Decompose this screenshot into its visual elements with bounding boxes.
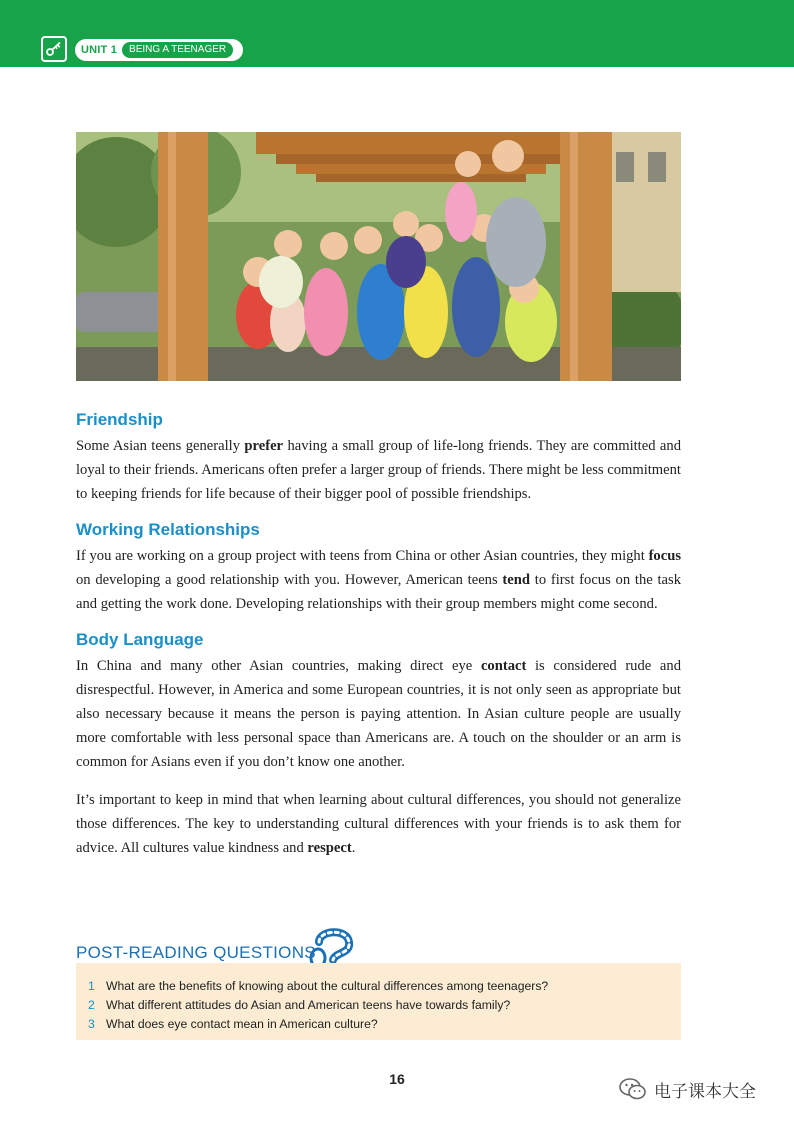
- wechat-icon: [618, 1076, 648, 1102]
- question-number: 3: [88, 1017, 95, 1031]
- page-header: [0, 0, 794, 67]
- question-item: [88, 996, 669, 1015]
- section-heading: Friendship: [76, 410, 163, 429]
- text-run: .: [351, 840, 356, 856]
- question-item: [88, 977, 669, 996]
- watermark-text: 电子课本大全: [654, 1081, 756, 1102]
- text-run: on developing a good relationship with you. However, American teens: [76, 572, 503, 588]
- key-icon: [41, 36, 67, 62]
- text-run: Some Asian teens generally: [76, 438, 245, 454]
- unit-label: UNIT 1: [81, 44, 118, 56]
- keyword: respect: [307, 840, 352, 856]
- question-text: What are the benefits of knowing about the cultural differences among teenagers?: [106, 979, 549, 993]
- question-text: What different attitudes do Asian and American teens have towards family?: [106, 998, 511, 1012]
- text-run: having a small group of life-long friends. They are committed and loyal to their friends. Americans often prefer a larger group of friends. There might be less commitment to keeping friends for life because of their bigger pool of possible friendships.: [76, 438, 681, 502]
- question-item: [88, 1015, 669, 1034]
- keyword: prefer: [244, 438, 284, 454]
- post-reading-questions: [76, 963, 681, 1040]
- paragraph: [76, 788, 681, 860]
- paragraph: [76, 544, 681, 616]
- text-run: to first focus on the task and getting the work done. Developing relationships with their group members might come second.: [76, 572, 681, 612]
- text-run: is considered rude and disrespectful. However, in America and some European countries, it is not only seen as appropriate but also necessary because it means the person is paying attention. In Asian culture people are usually more comfortable with less personal space than Americans are. A touch on the shoulder or an arm is common for Asians even if you don’t know one another.: [76, 658, 681, 770]
- keyword: tend: [502, 572, 530, 588]
- question-number: 2: [88, 998, 95, 1012]
- post-reading-heading: POST-READING QUESTIONS: [76, 943, 316, 962]
- keyword: focus: [648, 548, 681, 564]
- paragraph: [76, 434, 681, 506]
- text-run: It’s important to keep in mind that when learning about cultural differences, you should not generalize those differences. The key to understanding cultural differences with your friends is to ask them for advice. All cultures value kindness and: [76, 792, 681, 856]
- question-text: What does eye contact mean in American culture?: [106, 1017, 378, 1031]
- section-heading: Working Relationships: [76, 520, 260, 539]
- keyword: contact: [480, 658, 527, 674]
- text-run: In China and many other Asian countries, making direct eye: [76, 658, 481, 674]
- unit-badge: [75, 39, 243, 61]
- watermark: [618, 1076, 756, 1102]
- unit-title: BEING A TEENAGER: [122, 42, 233, 58]
- section-heading: Body Language: [76, 630, 204, 649]
- question-number: 1: [88, 979, 95, 993]
- paragraph: [76, 654, 681, 774]
- text-run: If you are working on a group project with teens from China or other Asian countries, they might: [76, 548, 649, 564]
- page-number: 16: [389, 1071, 405, 1087]
- article-body: [76, 406, 681, 860]
- group-photo: [76, 132, 681, 381]
